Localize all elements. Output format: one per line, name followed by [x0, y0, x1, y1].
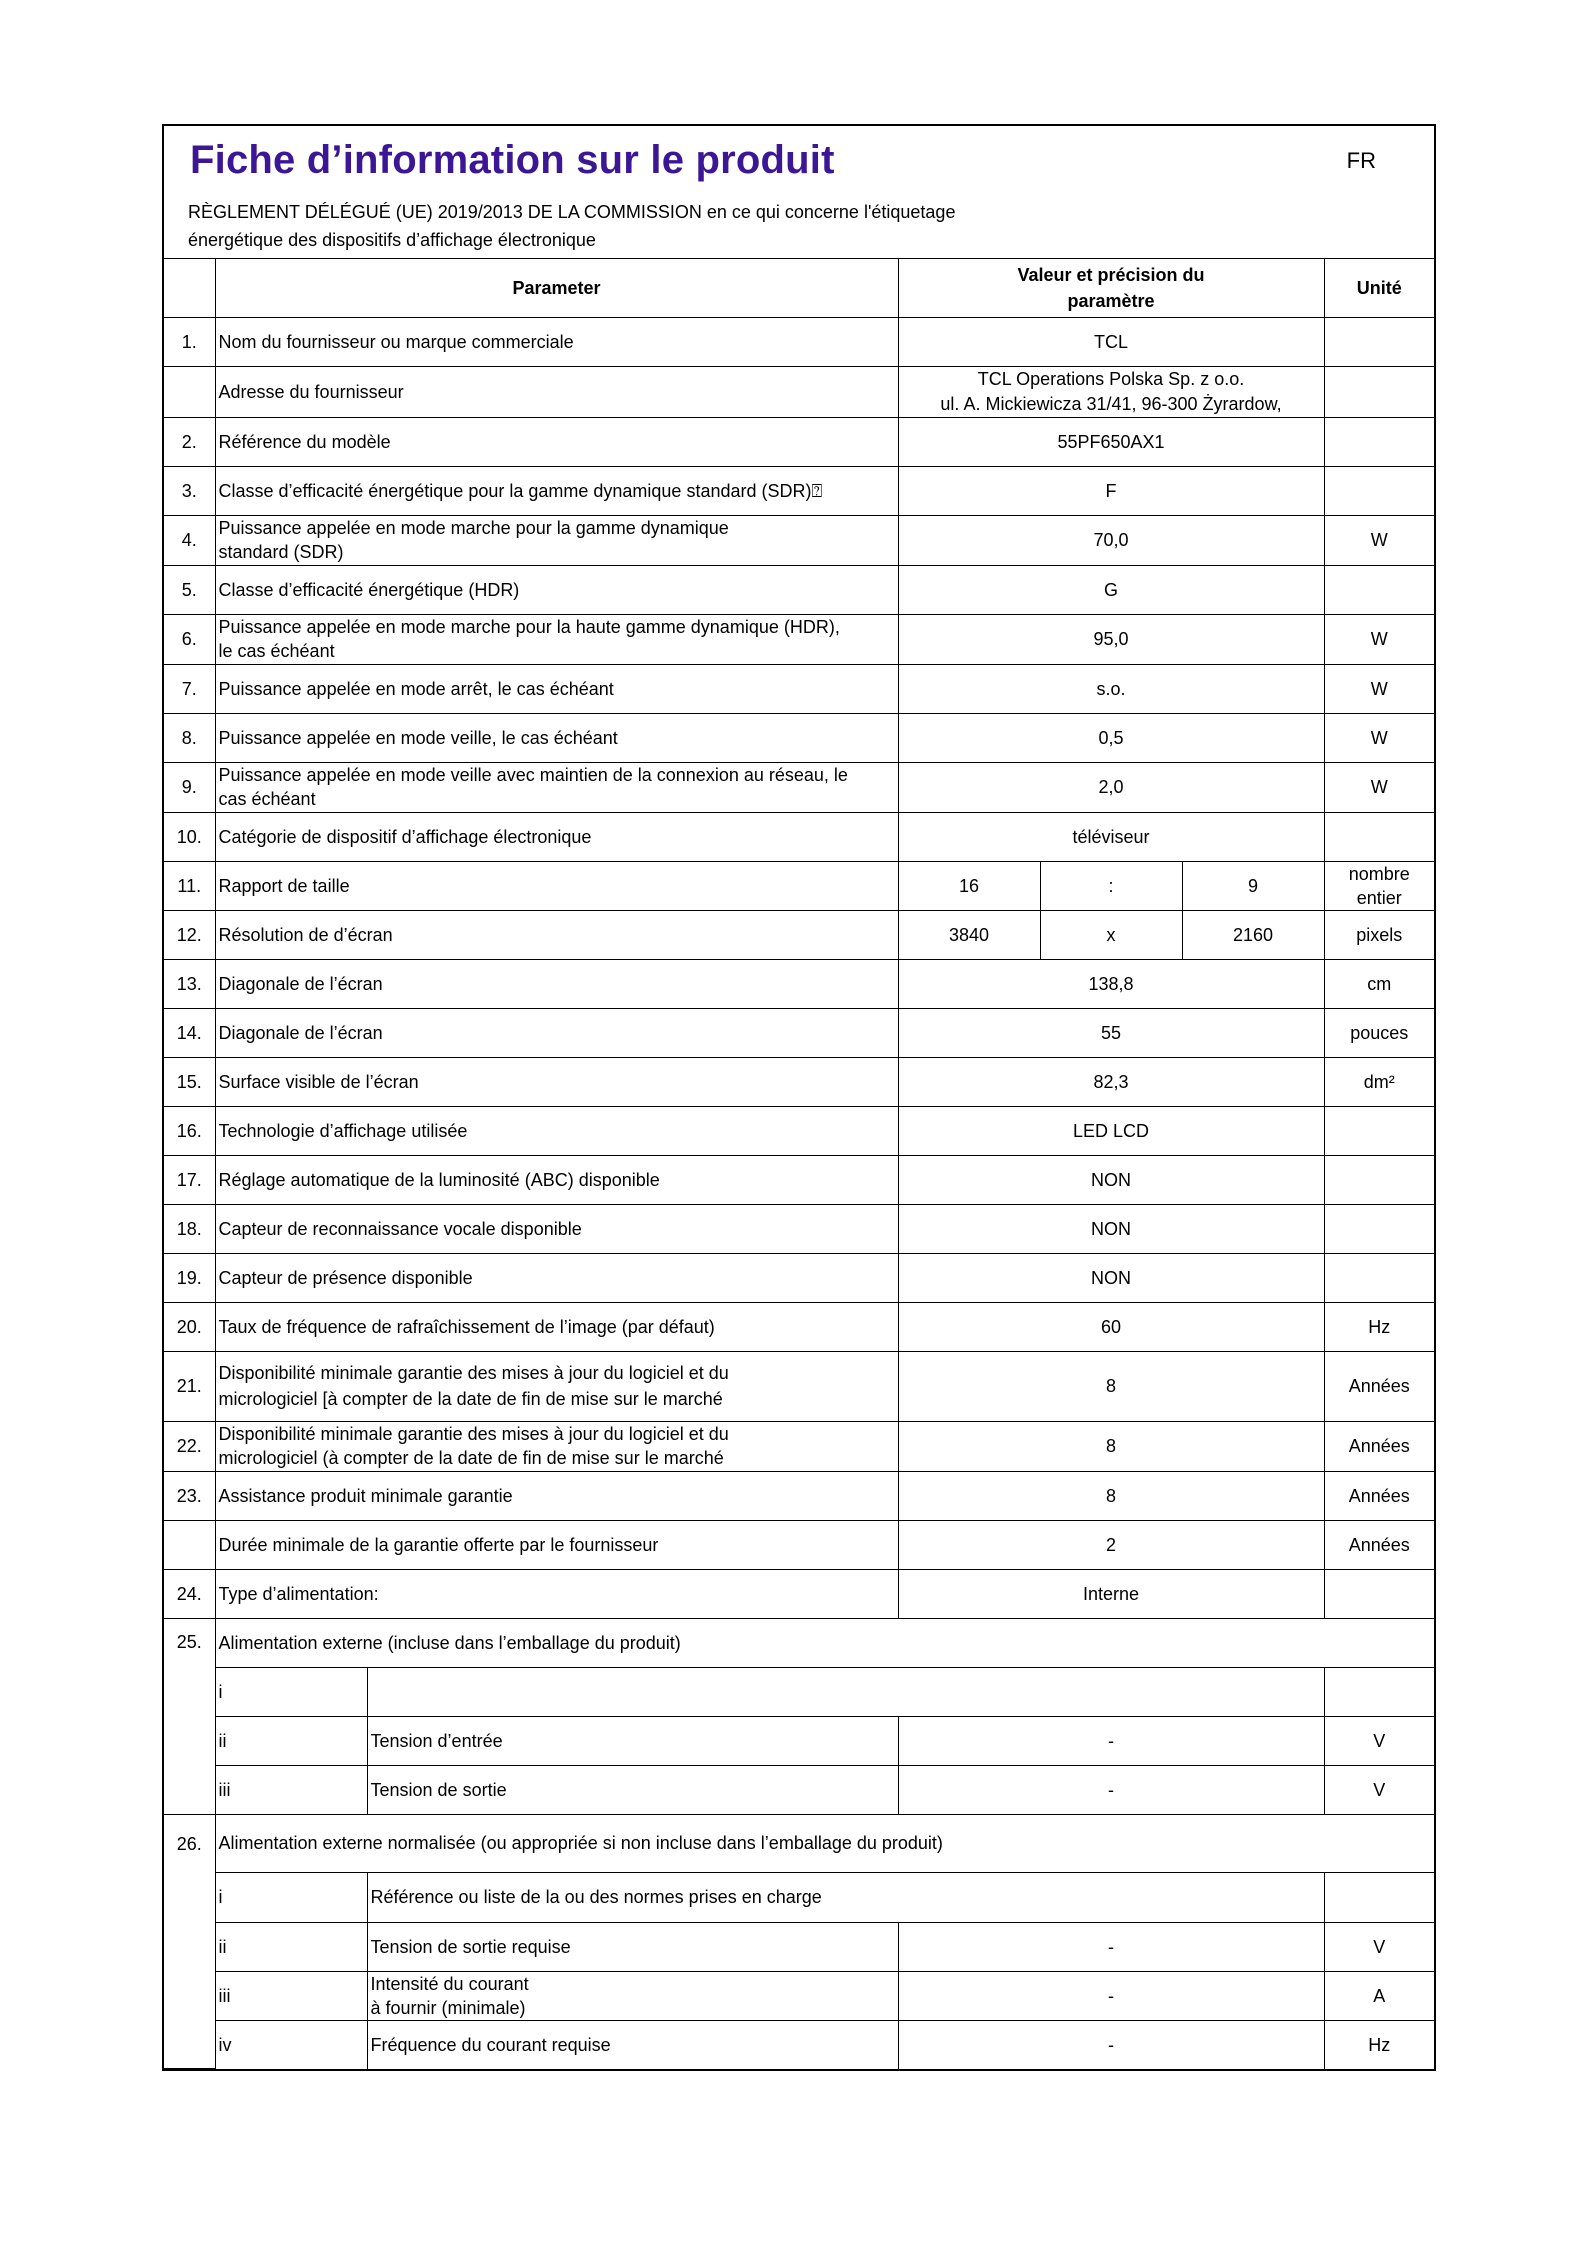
parameter-label	[215, 1421, 898, 1471]
parameter-unit	[1324, 317, 1434, 366]
table-row-6	[164, 614, 1434, 664]
row-number: 23.	[164, 1471, 215, 1520]
parameter-label: Référence du modèle	[215, 417, 898, 466]
table-row-23	[164, 1471, 1434, 1520]
unit-line-2: entier	[1356, 887, 1402, 908]
parameter-unit	[1324, 466, 1434, 515]
parameter-unit: W	[1324, 762, 1434, 812]
parameter-value: G	[898, 565, 1324, 614]
parameter-unit	[1324, 1253, 1434, 1302]
sub-item-parameter-line-1: Intensité du courant	[370, 1973, 529, 1994]
parameter-value: 55	[898, 1008, 1324, 1057]
parameter-value: 55PF650AX1	[898, 417, 1324, 466]
parameter-value: NON	[898, 1204, 1324, 1253]
sub-item-value: -	[898, 2020, 1324, 2069]
parameter-label: Puissance appelée en mode veille, le cas échéant	[215, 713, 898, 762]
sub-item-label: i	[215, 1667, 367, 1716]
parameter-unit	[1324, 1106, 1434, 1155]
parameter-unit: Années	[1324, 1421, 1434, 1471]
sub-item-label: i	[215, 1872, 367, 1922]
parameter-label	[215, 1351, 898, 1421]
sub-item-value: -	[898, 1716, 1324, 1765]
parameter-value: 8	[898, 1351, 1324, 1421]
parameter-label: Puissance appelée en mode arrêt, le cas échéant	[215, 664, 898, 713]
parameter-unit	[1324, 1204, 1434, 1253]
row-number: 3.	[164, 466, 215, 515]
parameter-label-line-2: micrologiciel (à compter de la date de fin de mise sur le marché	[218, 1448, 724, 1468]
table-row-1	[164, 317, 1434, 366]
parameter-unit: W	[1324, 515, 1434, 565]
row-number: 14.	[164, 1008, 215, 1057]
column-header-parameter: Parameter	[215, 259, 898, 317]
sub-item-label: ii	[215, 1922, 367, 1971]
row-number: 1.	[164, 317, 215, 366]
table-row-7	[164, 664, 1434, 713]
parameter-value: F	[898, 466, 1324, 515]
row-number: 13.	[164, 959, 215, 1008]
sub-item-value: -	[898, 1765, 1324, 1814]
parameter-value: TCL	[898, 317, 1324, 366]
sub-item-parameter	[367, 1667, 1324, 1716]
table-row-11	[164, 861, 1434, 910]
sub-item-unit: V	[1324, 1716, 1434, 1765]
sub-item-value: -	[898, 1971, 1324, 2020]
parameter-label: Nom du fournisseur ou marque commerciale	[215, 317, 898, 366]
parameter-label: Capteur de reconnaissance vocale disponible	[215, 1204, 898, 1253]
table-row-supplier-address	[164, 366, 1434, 417]
section-label: Alimentation externe normalisée (ou appropriée si non incluse dans l’emballage du produit)	[215, 1814, 1434, 1872]
parameter-label: Rapport de taille	[215, 861, 898, 910]
sub-item-unit: V	[1324, 1922, 1434, 1971]
table-row-21	[164, 1351, 1434, 1421]
table-row-20	[164, 1302, 1434, 1351]
resolution-width-value: 3840	[898, 910, 1040, 959]
parameter-label: Technologie d’affichage utilisée	[215, 1106, 898, 1155]
row-number: 2.	[164, 417, 215, 466]
parameter-unit	[1324, 1569, 1434, 1618]
header-num-cell	[164, 259, 215, 317]
section-label: Alimentation externe (incluse dans l’emballage du produit)	[215, 1618, 1434, 1667]
parameter-unit	[1324, 861, 1434, 910]
row-number: 24.	[164, 1569, 215, 1618]
parameter-label: Résolution de d’écran	[215, 910, 898, 959]
ratio-width-value: 16	[898, 861, 1040, 910]
row-number: 26.	[164, 1814, 215, 2069]
parameter-value: LED LCD	[898, 1106, 1324, 1155]
row-number: 16.	[164, 1106, 215, 1155]
regulation-subtitle	[188, 198, 955, 254]
row-number: 15.	[164, 1057, 215, 1106]
row-number: 8.	[164, 713, 215, 762]
column-header-value	[898, 259, 1324, 317]
parameter-value: 0,5	[898, 713, 1324, 762]
parameter-unit: pouces	[1324, 1008, 1434, 1057]
table-row-26-ii	[164, 1922, 1434, 1971]
sub-item-parameter-line-2: à fournir (minimale)	[370, 1997, 526, 2018]
table-row-12	[164, 910, 1434, 959]
ratio-separator: :	[1040, 861, 1182, 910]
sub-item-parameter: Référence ou liste de la ou des normes prises en charge	[367, 1872, 1324, 1922]
row-number: 18.	[164, 1204, 215, 1253]
parameter-label-line-1: Disponibilité minimale garantie des mises à jour du logiciel et du	[218, 1363, 729, 1383]
resolution-separator: x	[1040, 910, 1182, 959]
table-row-warranty	[164, 1520, 1434, 1569]
sub-item-unit	[1324, 1667, 1434, 1716]
sub-item-parameter: Tension d’entrée	[367, 1716, 898, 1765]
parameter-unit: Années	[1324, 1351, 1434, 1421]
parameter-label: Catégorie de dispositif d’affichage électronique	[215, 812, 898, 861]
parameter-value: 95,0	[898, 614, 1324, 664]
sub-item-unit: A	[1324, 1971, 1434, 2020]
parameter-label: Type d’alimentation:	[215, 1569, 898, 1618]
row-number: 12.	[164, 910, 215, 959]
row-number: 20.	[164, 1302, 215, 1351]
parameter-label	[215, 762, 898, 812]
row-number	[164, 1520, 215, 1569]
table-row-25	[164, 1618, 1434, 1667]
parameter-label: Adresse du fournisseur	[215, 366, 898, 417]
table-row-5	[164, 565, 1434, 614]
parameter-label: Classe d’efficacité énergétique (HDR)	[215, 565, 898, 614]
parameter-unit	[1324, 565, 1434, 614]
parameter-label-line-2: micrologiciel [à compter de la date de fin de mise sur le marché	[218, 1389, 723, 1409]
parameter-table	[164, 259, 1434, 2069]
sub-item-parameter: Tension de sortie	[367, 1765, 898, 1814]
table-row-16	[164, 1106, 1434, 1155]
sub-item-label: iii	[215, 1971, 367, 2020]
parameter-unit: Années	[1324, 1520, 1434, 1569]
table-row-26	[164, 1814, 1434, 1872]
row-number: 10.	[164, 812, 215, 861]
parameter-unit: dm²	[1324, 1057, 1434, 1106]
parameter-unit	[1324, 417, 1434, 466]
parameter-label: Taux de fréquence de rafraîchissement de l’image (par défaut)	[215, 1302, 898, 1351]
ratio-height-value: 9	[1182, 861, 1324, 910]
parameter-label-line-2: standard (SDR)	[218, 542, 344, 562]
parameter-label	[215, 614, 898, 664]
table-row-19	[164, 1253, 1434, 1302]
table-row-24	[164, 1569, 1434, 1618]
parameter-unit	[1324, 812, 1434, 861]
table-header-row	[164, 259, 1434, 317]
page-title: Fiche d’information sur le produit	[190, 138, 835, 182]
parameter-value: 8	[898, 1421, 1324, 1471]
subtitle-line-1: RÈGLEMENT DÉLÉGUÉ (UE) 2019/2013 DE LA COMMISSION en ce qui concerne l'étiquetage	[188, 202, 956, 222]
parameter-value: s.o.	[898, 664, 1324, 713]
table-row-25-i	[164, 1667, 1434, 1716]
sheet-header	[164, 126, 1434, 259]
column-header-value-line-2: paramètre	[1067, 290, 1155, 311]
table-row-26-iii	[164, 1971, 1434, 2020]
parameter-value: Interne	[898, 1569, 1324, 1618]
parameter-label-line-1: Puissance appelée en mode veille avec maintien de la connexion au réseau, le	[218, 765, 848, 785]
parameter-label-line-1: Disponibilité minimale garantie des mises à jour du logiciel et du	[218, 1424, 729, 1444]
row-number: 9.	[164, 762, 215, 812]
sub-item-label: ii	[215, 1716, 367, 1765]
sub-item-label: iii	[215, 1765, 367, 1814]
sub-item-parameter: Tension de sortie requise	[367, 1922, 898, 1971]
row-number: 11.	[164, 861, 215, 910]
row-number: 6.	[164, 614, 215, 664]
row-number: 21.	[164, 1351, 215, 1421]
table-row-8	[164, 713, 1434, 762]
column-header-value-line-1: Valeur et précision du	[1017, 264, 1205, 285]
parameter-label-line-2: le cas échéant	[218, 641, 335, 661]
table-row-13	[164, 959, 1434, 1008]
parameter-value	[898, 366, 1324, 417]
row-number: 25.	[164, 1618, 215, 1814]
sub-item-unit	[1324, 1872, 1434, 1922]
row-number: 19.	[164, 1253, 215, 1302]
parameter-value: 8	[898, 1471, 1324, 1520]
table-row-3	[164, 466, 1434, 515]
table-row-22	[164, 1421, 1434, 1471]
sub-item-parameter	[367, 1971, 898, 2020]
unit-line-1: nombre	[1348, 863, 1410, 884]
address-line-2: ul. A. Mickiewicza 31/41, 96-300 Żyrardow,	[940, 393, 1282, 414]
parameter-value: 2,0	[898, 762, 1324, 812]
sub-item-parameter: Fréquence du courant requise	[367, 2020, 898, 2069]
table-row-26-i	[164, 1872, 1434, 1922]
table-row-2	[164, 417, 1434, 466]
parameter-label-line-1: Puissance appelée en mode marche pour la haute gamme dynamique (HDR),	[218, 617, 840, 637]
parameter-value: téléviseur	[898, 812, 1324, 861]
parameter-unit	[1324, 1155, 1434, 1204]
parameter-value: NON	[898, 1253, 1324, 1302]
sub-item-unit: V	[1324, 1765, 1434, 1814]
parameter-unit: W	[1324, 713, 1434, 762]
parameter-label	[215, 515, 898, 565]
table-row-14	[164, 1008, 1434, 1057]
parameter-label: Capteur de présence disponible	[215, 1253, 898, 1302]
product-information-sheet	[162, 124, 1436, 2071]
row-number: 4.	[164, 515, 215, 565]
subtitle-line-2: énergétique des dispositifs d’affichage électronique	[188, 230, 596, 250]
parameter-value: 70,0	[898, 515, 1324, 565]
row-number	[164, 366, 215, 417]
parameter-label: Surface visible de l’écran	[215, 1057, 898, 1106]
address-line-1: TCL Operations Polska Sp. z o.o.	[977, 368, 1245, 389]
parameter-label: Durée minimale de la garantie offerte par le fournisseur	[215, 1520, 898, 1569]
parameter-unit: Années	[1324, 1471, 1434, 1520]
table-row-10	[164, 812, 1434, 861]
parameter-unit	[1324, 366, 1434, 417]
row-number: 5.	[164, 565, 215, 614]
sub-item-unit: Hz	[1324, 2020, 1434, 2069]
parameter-value: 60	[898, 1302, 1324, 1351]
row-number: 22.	[164, 1421, 215, 1471]
parameter-label: Réglage automatique de la luminosité (ABC) disponible	[215, 1155, 898, 1204]
language-code: FR	[1346, 148, 1376, 173]
resolution-height-value: 2160	[1182, 910, 1324, 959]
parameter-unit: W	[1324, 614, 1434, 664]
row-number: 7.	[164, 664, 215, 713]
table-row-25-iii	[164, 1765, 1434, 1814]
parameter-label-line-1: Puissance appelée en mode marche pour la gamme dynamique	[218, 518, 729, 538]
parameter-value: 82,3	[898, 1057, 1324, 1106]
sub-item-value: -	[898, 1922, 1324, 1971]
parameter-unit: W	[1324, 664, 1434, 713]
table-row-9	[164, 762, 1434, 812]
parameter-value: 2	[898, 1520, 1324, 1569]
parameter-unit: pixels	[1324, 910, 1434, 959]
table-row-4	[164, 515, 1434, 565]
parameter-label: Assistance produit minimale garantie	[215, 1471, 898, 1520]
table-row-26-iv	[164, 2020, 1434, 2069]
parameter-value: 138,8	[898, 959, 1324, 1008]
table-row-17	[164, 1155, 1434, 1204]
parameter-unit: Hz	[1324, 1302, 1434, 1351]
table-row-15	[164, 1057, 1434, 1106]
parameter-label: Diagonale de l’écran	[215, 959, 898, 1008]
parameter-unit: cm	[1324, 959, 1434, 1008]
parameter-value: NON	[898, 1155, 1324, 1204]
sub-item-label: iv	[215, 2020, 367, 2069]
column-header-unit: Unité	[1324, 259, 1434, 317]
parameter-label: Diagonale de l’écran	[215, 1008, 898, 1057]
row-number: 17.	[164, 1155, 215, 1204]
table-row-25-ii	[164, 1716, 1434, 1765]
parameter-label: Classe d’efficacité énergétique pour la gamme dynamique standard (SDR)⍰	[215, 466, 898, 515]
parameter-label-line-2: cas échéant	[218, 789, 316, 809]
table-row-18	[164, 1204, 1434, 1253]
